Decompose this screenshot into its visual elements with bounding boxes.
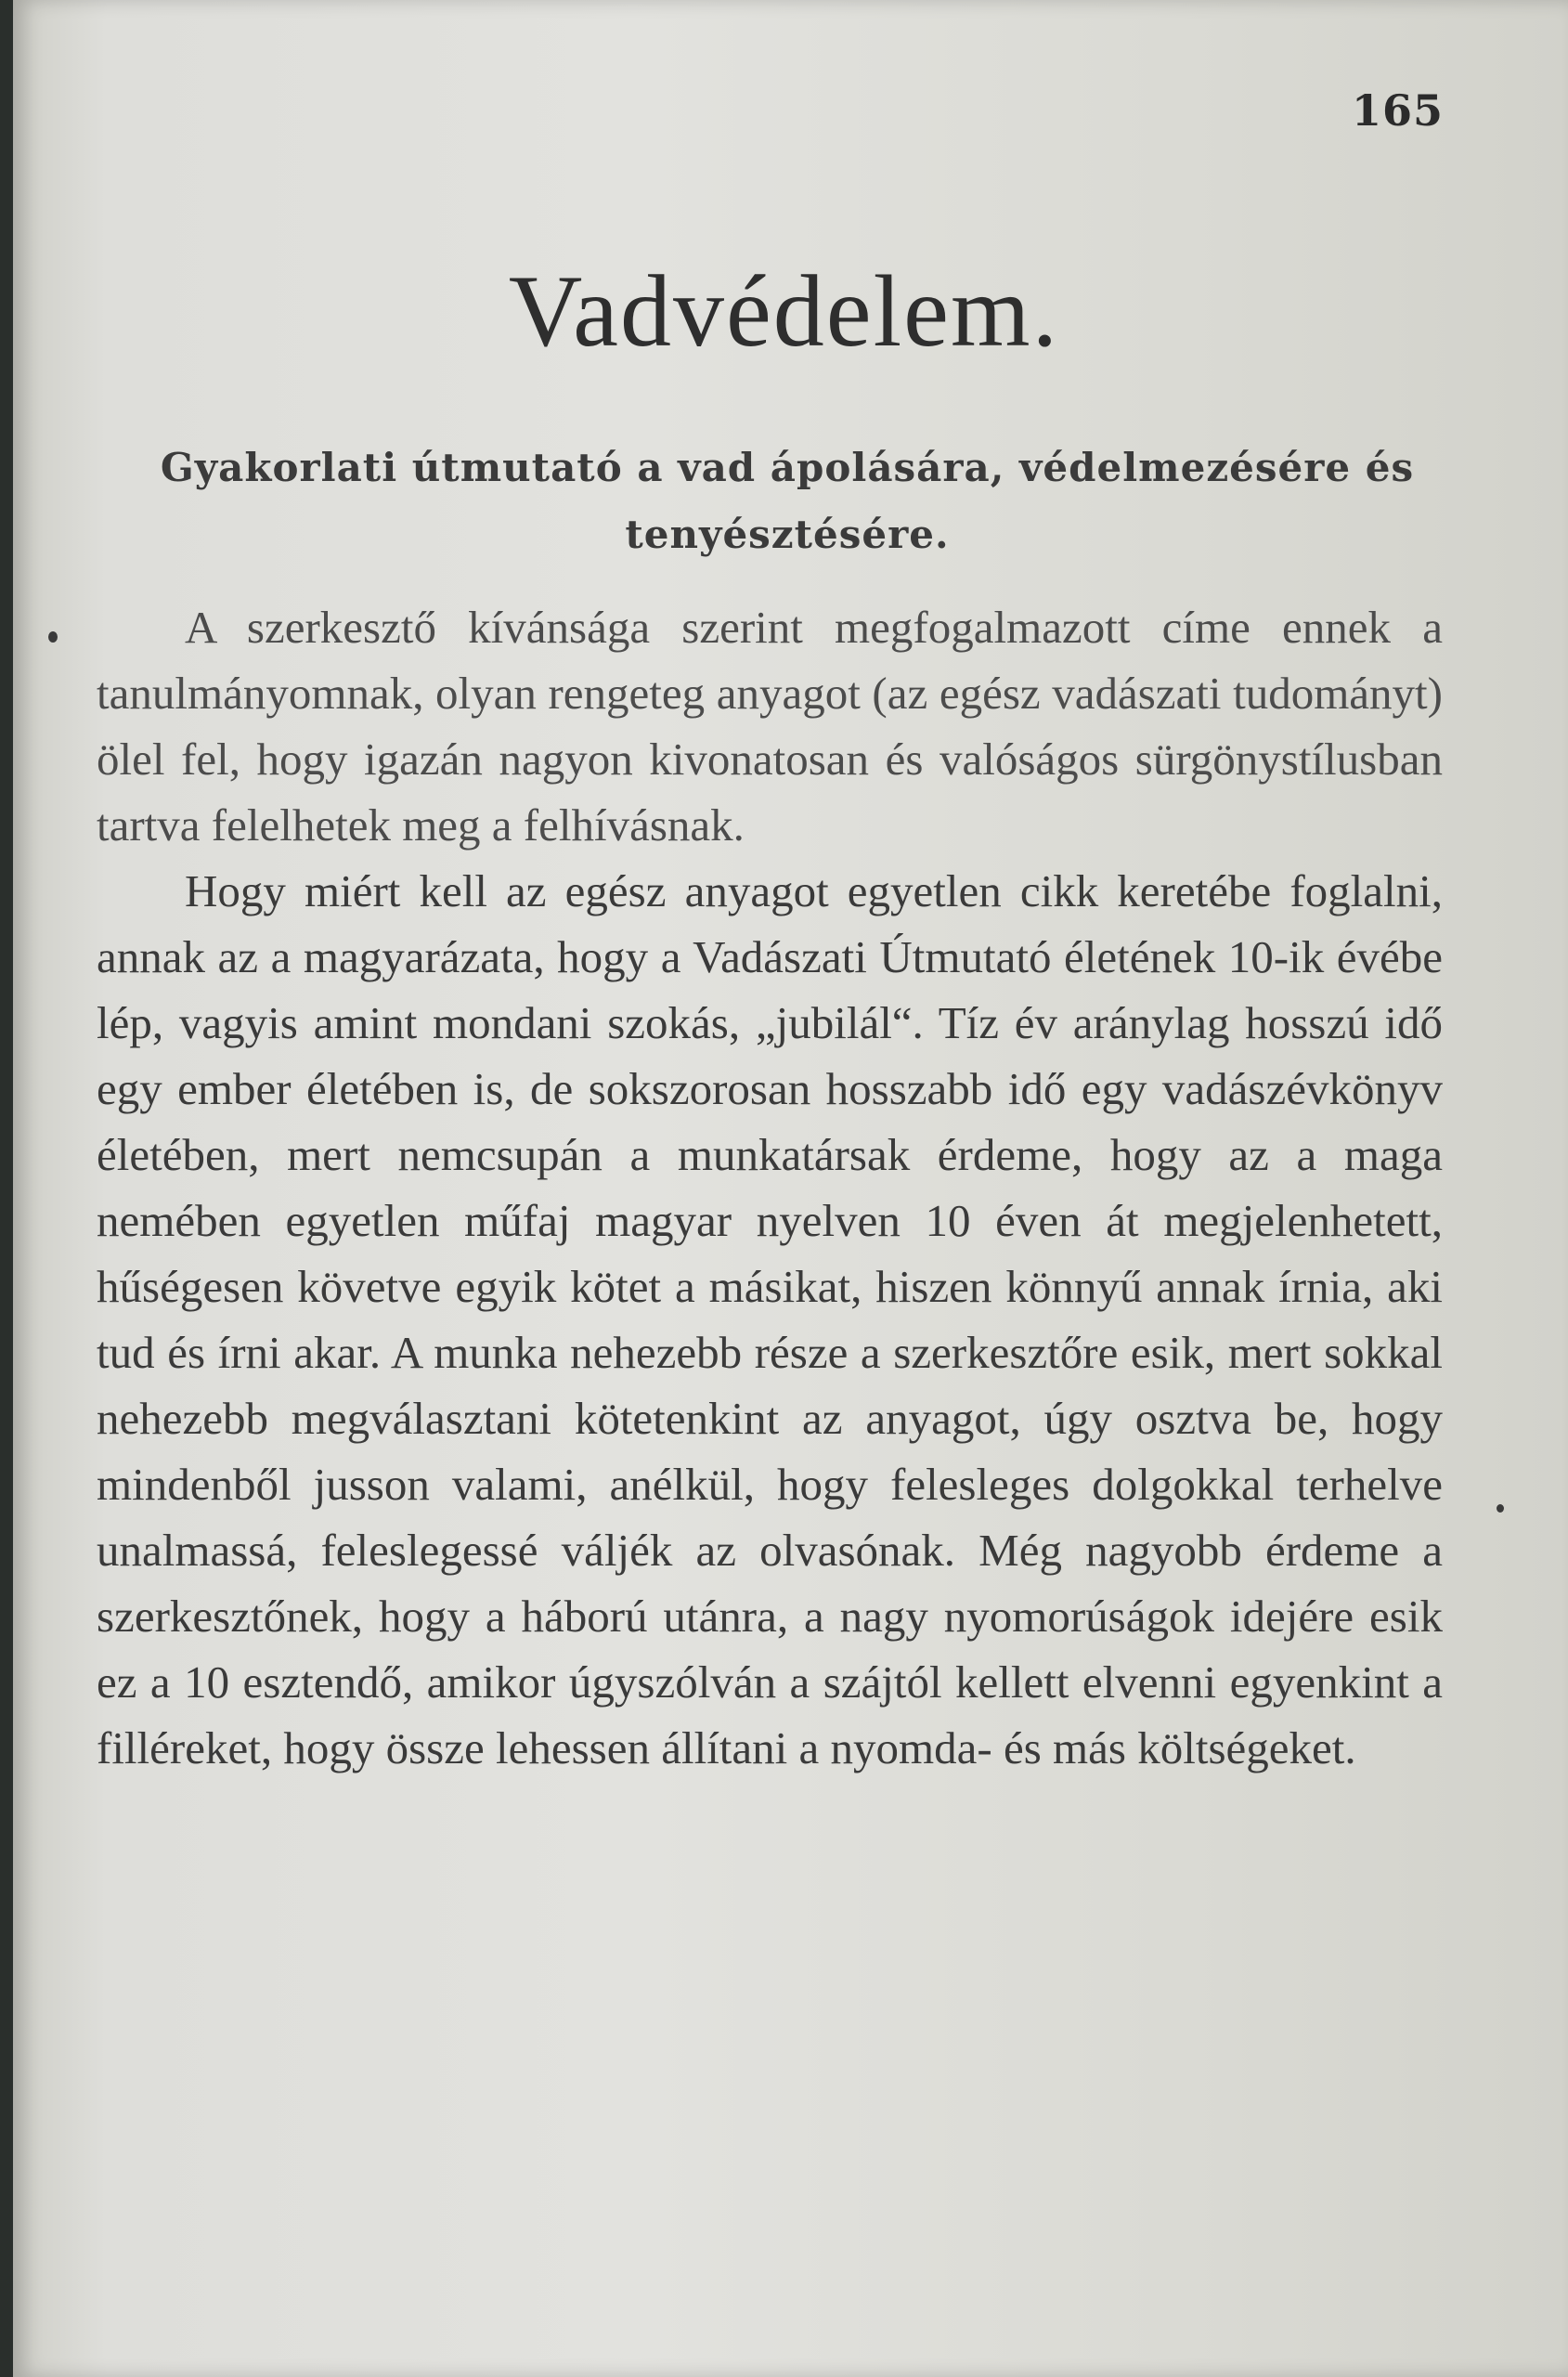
paragraph: A szerkesztő kívánsága szerint megfogalmazott címe ennek a tanulmányomnak, olyan rengeteg anyagot (az egész vadászati tudományt) ölel fel, hogy igazán nagyon kivonatosan és valóságos sürgönystílusban tartva felelhetek meg a felhívásnak.	[97, 602, 1443, 851]
chapter-subtitle: Gyakorlati útmutató a vad ápolására, védelmezésére és tenyésztésére.	[160, 445, 1415, 557]
paragraph: Hogy miért kell az egész anyagot egyetlen cikk keretébe foglalni, annak az a magyarázata, hogy a Vadászati Útmutató életének 10-ik évébe lép, vagyis amint mondani szokás, „jubilál“. Tíz év aránylag hosszú idő egy ember életében is, de sokszorosan hosszabb idő egy vadászévkönyv életében, mert nemcsupán a munkatársak érdeme, hogy az a maga nemében egyetlen műfaj magyar nyelven 10 éven át megjelenhetett, hűségesen követve egyik kötet a másikat, hiszen könnyű annak írnia, aki tud és írni akar. A munka nehezebb része a szerkesztőre esik, mert sokkal nehezebb megválasztani kötetenkint az anyagot, úgy osztva be, hogy mindenből jusson valami, anélkül, hogy felesleges dolgokkal terhelve unalmassá, feleslegessé váljék az olvasónak. Még nagyobb érdeme a szerkesztőnek, hogy a háború utánra, a nagy nyomorúságok idejére esik ez a 10 esztendő, amikor úgyszólván a szájtól kellett elvenni egyenkint a filléreket, hogy össze lehessen állítani a nyomda- és más költségeket.	[97, 865, 1443, 1773]
chapter-title: Vadvédelem.	[508, 254, 1060, 368]
ink-speck	[1497, 1504, 1504, 1513]
ink-speck	[48, 631, 58, 643]
body-text	[97, 594, 1443, 1781]
page-number: 165	[1351, 85, 1444, 136]
